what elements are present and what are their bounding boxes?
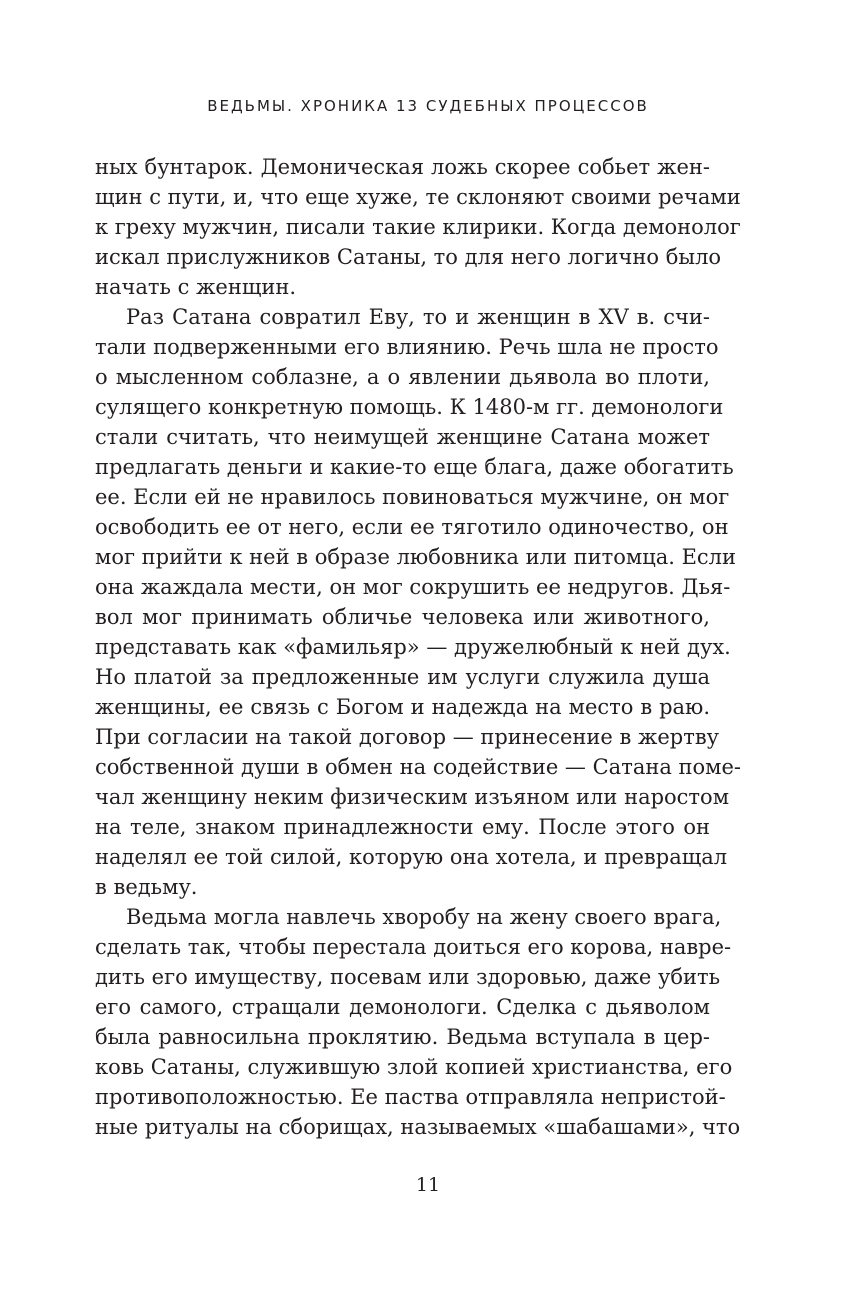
text-line: представать как «фамильяр» — дружелюбный к ней дух.	[95, 635, 731, 659]
text-line: сделать так, чтобы перестала доиться его корова, навре-	[95, 935, 732, 959]
text-line: сулящего конкретную помощь. К 1480-м гг. демонологи	[95, 395, 724, 419]
text-line: тали подверженными его влиянию. Речь шла не просто	[95, 335, 719, 359]
running-head: ВЕДЬМЫ. ХРОНИКА 13 СУДЕБНЫХ ПРОЦЕССОВ	[207, 97, 649, 115]
paragraph-first-line: Ведьма могла навлечь хворобу на жену своего врага,	[126, 905, 722, 929]
text-line: ные ритуалы на сборищах, называемых «шабашами», что	[95, 1115, 741, 1139]
body-text	[95, 152, 742, 1142]
text-line: предлагать деньги и какие-то еще блага, даже обогатить	[95, 455, 734, 479]
text-line: стали считать, что неимущей женщине Сатана может	[95, 425, 710, 449]
text-line: женщины, ее связь с Богом и надежда на место в раю.	[95, 695, 710, 719]
text-line: щин с пути, и, что еще хуже, те склоняют своими речами	[95, 185, 741, 209]
text-line: Но платой за предложенные им услуги служила душа	[95, 665, 710, 689]
text-line: При согласии на такой договор — принесение в жертву	[95, 725, 720, 749]
paragraph-first-line: Раз Сатана совратил Еву, то и женщин в XV в. счи-	[126, 305, 710, 329]
text-line: ных бунтарок. Демоническая ложь скорее собьет жен-	[95, 155, 710, 179]
text-line: ковь Сатаны, служившую злой копией христианства, его	[95, 1055, 733, 1079]
text-line: была равносильна проклятию. Ведьма вступала в цер-	[95, 1025, 710, 1049]
text-line: собственной души в обмен на содействие — Сатана поме-	[95, 755, 742, 779]
text-line: начать с женщин.	[95, 275, 297, 299]
text-line: чал женщину неким физическим изъяном или наростом	[95, 785, 730, 809]
text-line: искал прислужников Сатаны, то для него логично было	[95, 245, 722, 269]
text-line: вол мог принимать обличье человека или животного,	[95, 605, 710, 629]
text-line: о мысленном соблазне, а о явлении дьявола во плоти,	[95, 365, 710, 389]
page-number: 11	[415, 1174, 441, 1196]
text-line: наделял ее той силой, которую она хотела, и превращал	[95, 845, 728, 869]
text-line: ее. Если ей не нравилось повиноваться мужчине, он мог	[95, 485, 730, 509]
text-line: дить его имуществу, посевам или здоровью, даже убить	[95, 965, 721, 989]
text-line: к греху мужчин, писали такие клирики. Когда демонолог	[95, 215, 741, 239]
text-line: в ведьму.	[95, 875, 198, 899]
text-line: освободить ее от него, если ее тяготило одиночество, он	[95, 515, 729, 539]
text-line: его самого, стращали демонологи. Сделка с дьяволом	[95, 995, 710, 1019]
text-line: противоположностью. Ее паства отправляла непристой-	[95, 1085, 726, 1109]
text-line: мог прийти к ней в образе любовника или питомца. Если	[95, 545, 737, 569]
text-line: на теле, знаком принадлежности ему. После этого он	[95, 815, 710, 839]
text-line: она жаждала мести, он мог сокрушить ее недругов. Дья-	[95, 575, 731, 599]
